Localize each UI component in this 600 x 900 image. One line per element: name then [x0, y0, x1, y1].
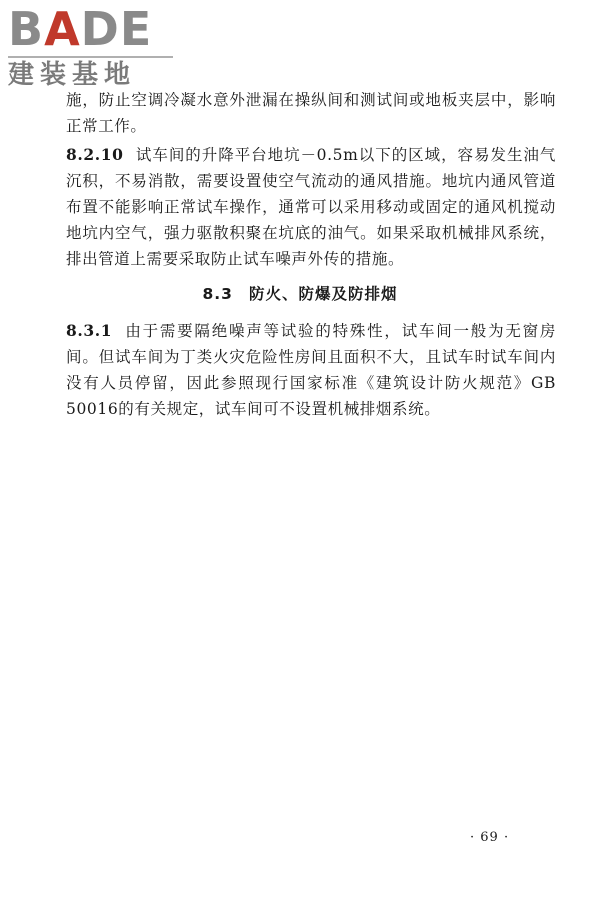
- section-title-text: 防火、防爆及防排烟: [248, 285, 398, 303]
- logo-chinese-text: 建装基地: [8, 60, 137, 90]
- clause-number: 8.3.1: [66, 321, 113, 340]
- clause-text: 由于需要隔绝噪声等试验的特殊性，试车间一般为无窗房间。但试车间为丁类火灾危险性房间且面积不大，且试车时试车间内没有人员停留，因此参照现行国家标准《建筑设计防火规范》GB 50016的有关规定，试车间可不设置机械排烟系统。: [66, 322, 556, 418]
- section-heading: [0, 282, 600, 304]
- clause-8-2-10: [66, 142, 556, 272]
- clause-8-3-1: [66, 318, 556, 422]
- logo-wordmark: BADE: [8, 2, 153, 56]
- bade-logo: [8, 2, 178, 90]
- clause-text: 试车间的升降平台地坑－0.5m以下的区域，容易发生油气沉积，不易消散，需要设置使空气流动的通风措施。地坑内通风管道布置不能影响正常试车操作，通常可以采用移动或固定的通风机搅动地坑内空气，强力驱散积聚在坑底的油气。如果采取机械排风系统，排出管道上需要采取防止试车噪声外传的措施。: [66, 146, 556, 268]
- paragraph-continuation: [66, 87, 556, 139]
- paragraph-text: 施，防止空调冷凝水意外泄漏在操纵间和测试间或地板夹层中，影响正常工作。: [66, 91, 556, 135]
- logo-divider: [8, 56, 173, 58]
- clause-number: 8.2.10: [66, 145, 124, 164]
- section-number: 8.3: [202, 285, 233, 303]
- page-number: · 69 ·: [470, 830, 510, 845]
